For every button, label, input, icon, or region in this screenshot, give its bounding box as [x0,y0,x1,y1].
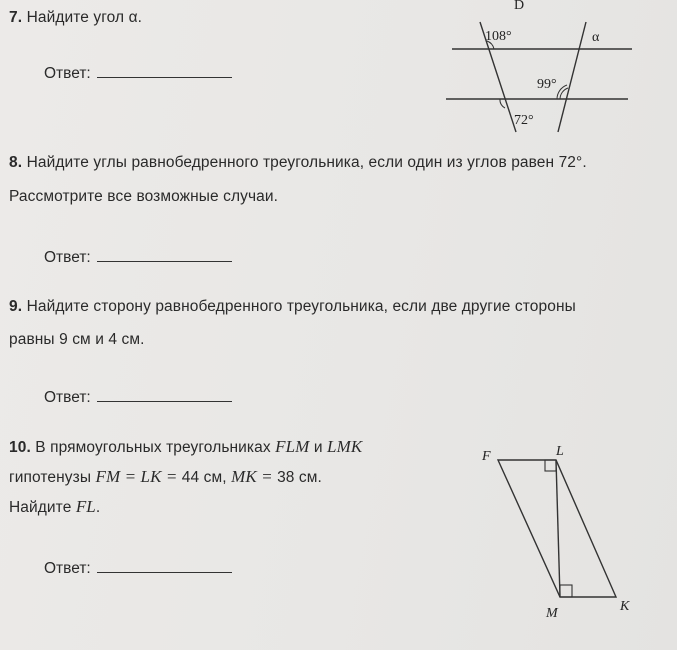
question-10-line-3 [9,497,100,517]
question-10-text-1: В прямоугольных треугольниках [35,439,276,456]
equation-mk: MK = [231,467,278,486]
question-10-and: и [309,439,328,456]
triangle-lmk: LMK [327,437,363,456]
fig7-label-alpha: α [592,30,600,45]
question-9-line-1 [9,298,576,316]
figure-7-angles [440,0,640,140]
question-10-text-2: гипотенузы [9,469,96,486]
question-10-line-2 [9,467,322,487]
question-8-text-1: Найдите углы равнобедренного треугольника, если один из углов равен 72°. [26,154,587,171]
question-7 [9,9,142,27]
figure-10-triangles [470,435,650,630]
fig7-label-d: D [514,0,525,13]
question-9-number: 9. [9,298,23,315]
answer-10-blank[interactable] [97,562,232,573]
question-7-text: Найдите угол α. [26,9,143,26]
question-10-text-3: Найдите [9,499,76,516]
fig7-label-108: 108° [485,29,512,44]
length-38: 38 см. [277,469,322,486]
question-8-line-1 [9,154,587,172]
question-8-text-2: Рассмотрите все возможные случаи. [9,188,279,205]
question-9-line-2 [9,331,145,349]
question-8-line-2 [9,188,278,206]
fig10-label-f: F [482,449,491,464]
fig7-label-99: 99° [537,77,557,92]
answer-7 [44,65,232,83]
question-9-text-1: Найдите сторону равнобедренного треугольника, если две другие стороны [26,298,576,315]
answer-10 [44,560,232,578]
equation-fm-lk: FM = LK = [95,467,182,486]
question-10-number: 10. [9,439,31,456]
question-7-number: 7. [9,9,23,26]
fig7-arc-72 [500,99,505,108]
answer-8-label: Ответ: [44,249,91,266]
segment-fl: FL [75,497,96,516]
answer-8-blank[interactable] [97,251,232,262]
question-10-period: . [95,499,101,516]
triangle-flm: FLM [275,437,310,456]
answer-9-label: Ответ: [44,389,91,406]
answer-9-blank[interactable] [97,391,232,402]
question-8-number: 8. [9,154,23,171]
answer-8 [44,249,232,267]
fig10-diagonal-lm [556,460,560,597]
question-9-text-2: равны 9 см и 4 см. [9,331,145,348]
fig10-right-angle-l [545,460,556,471]
answer-7-blank[interactable] [97,67,232,78]
length-44: 44 см, [181,469,232,486]
fig10-label-k: K [620,599,630,614]
question-10-line-1 [9,437,362,457]
fig7-label-72: 72° [514,113,534,128]
fig10-label-m: M [546,606,558,621]
fig10-right-angle-m [560,585,572,597]
answer-10-label: Ответ: [44,560,91,577]
fig10-label-l: L [556,444,564,459]
answer-7-label: Ответ: [44,65,91,82]
fig7-right-transversal [558,22,586,132]
answer-9 [44,389,232,407]
